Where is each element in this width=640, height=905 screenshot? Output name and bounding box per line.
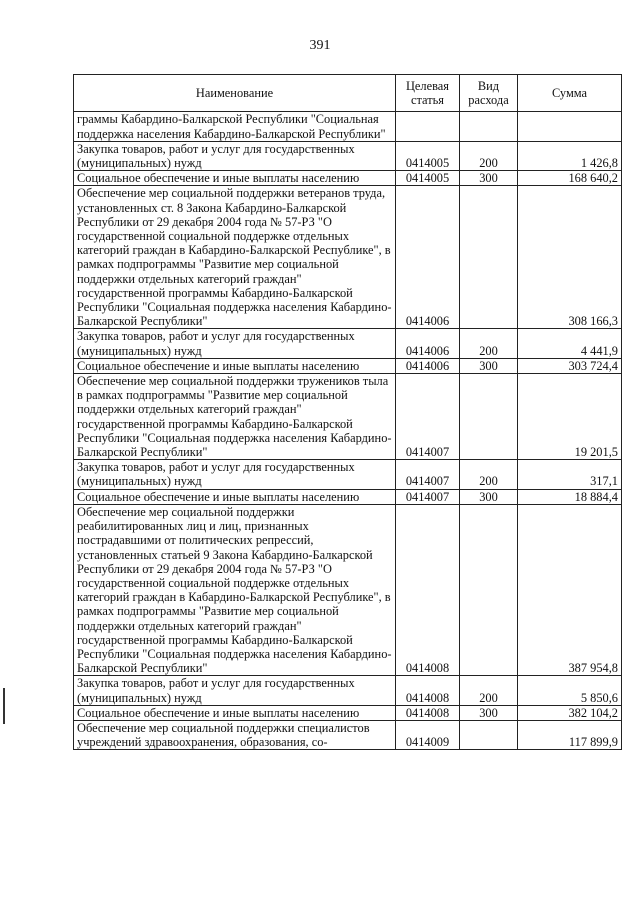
row-type: 200 xyxy=(460,141,518,170)
row-name: Закупка товаров, работ и услуг для государственных (муниципальных) нужд xyxy=(74,141,396,170)
row-amount: 1 426,8 xyxy=(518,141,622,170)
row-name: Социальное обеспечение и иные выплаты населению xyxy=(74,171,396,186)
row-amount: 5 850,6 xyxy=(518,676,622,705)
table-row xyxy=(74,504,622,675)
row-code xyxy=(396,112,460,141)
row-code: 0414008 xyxy=(396,676,460,705)
row-amount: 117 899,9 xyxy=(518,720,622,749)
scan-margin-mark xyxy=(3,688,5,724)
row-amount: 19 201,5 xyxy=(518,374,622,460)
table-row xyxy=(74,186,622,329)
row-name: Обеспечение мер социальной поддержки специалистов учреждений здравоохранения, образования, со- xyxy=(74,720,396,749)
row-code: 0414005 xyxy=(396,171,460,186)
row-code: 0414007 xyxy=(396,460,460,489)
table-row xyxy=(74,112,622,141)
table-row xyxy=(74,171,622,186)
page-number: 391 xyxy=(309,38,331,53)
row-name: Социальное обеспечение и иные выплаты населению xyxy=(74,705,396,720)
row-amount xyxy=(518,112,622,141)
row-type xyxy=(460,504,518,675)
table-row xyxy=(74,460,622,489)
column-header-code: Целевая статья xyxy=(396,75,460,112)
row-name: Обеспечение мер социальной поддержки реабилитированных лиц и лиц, признанных пострадавшими от политических репрессий, установленных статьей 9 Закона Кабардино-Балкарской Республики от 29 декабря 2004 года № 57-РЗ "О государственной социальной поддержке отдельных категорий граждан в Кабардино-Балкарской Республике", в рамках подпрограммы "Развитие мер социальной поддержки отдельных категорий граждан" государственной программы Кабардино-Балкарской Республики "Социальная поддержка населения Кабардино-Балкарской Республики" xyxy=(74,504,396,675)
row-type: 200 xyxy=(460,460,518,489)
table-header-row xyxy=(74,75,622,112)
row-amount: 168 640,2 xyxy=(518,171,622,186)
row-type: 300 xyxy=(460,171,518,186)
column-header-type: Вид расхода xyxy=(460,75,518,112)
column-header-amount: Сумма xyxy=(518,75,622,112)
row-name: Обеспечение мер социальной поддержки ветеранов труда, установленных ст. 8 Закона Кабардино-Балкарской Республики от 29 декабря 2004 года № 57-РЗ "О государственной социальной поддержке отдельных категорий граждан в Кабардино-Балкарской Республике", в рамках подпрограммы "Развитие мер социальной поддержки отдельных категорий граждан" государственной программы Кабардино-Балкарской Республики "Социальная поддержка населения Кабардино-Балкарской Республики" xyxy=(74,186,396,329)
row-code: 0414008 xyxy=(396,705,460,720)
table-row xyxy=(74,676,622,705)
table-row xyxy=(74,720,622,749)
row-amount: 308 166,3 xyxy=(518,186,622,329)
budget-table xyxy=(73,74,622,750)
row-amount: 382 104,2 xyxy=(518,705,622,720)
row-name: граммы Кабардино-Балкарской Республики "Социальная поддержка населения Кабардино-Балкарской Республики" xyxy=(74,112,396,141)
row-type xyxy=(460,374,518,460)
table-row xyxy=(74,141,622,170)
row-code: 0414005 xyxy=(396,141,460,170)
row-type: 200 xyxy=(460,676,518,705)
row-amount: 317,1 xyxy=(518,460,622,489)
row-code: 0414007 xyxy=(396,489,460,504)
row-amount: 4 441,9 xyxy=(518,329,622,358)
row-name: Закупка товаров, работ и услуг для государственных (муниципальных) нужд xyxy=(74,676,396,705)
row-code: 0414007 xyxy=(396,374,460,460)
row-name: Закупка товаров, работ и услуг для государственных (муниципальных) нужд xyxy=(74,460,396,489)
column-header-name: Наименование xyxy=(74,75,396,112)
row-type xyxy=(460,720,518,749)
table-row xyxy=(74,705,622,720)
row-name: Закупка товаров, работ и услуг для государственных (муниципальных) нужд xyxy=(74,329,396,358)
row-amount: 303 724,4 xyxy=(518,358,622,373)
row-type: 200 xyxy=(460,329,518,358)
row-code: 0414006 xyxy=(396,329,460,358)
row-name: Обеспечение мер социальной поддержки тружеников тыла в рамках подпрограммы "Развитие мер социальной поддержки отдельных категорий граждан" государственной программы Кабардино-Балкарской Республики "Социальная поддержка населения Кабардино-Балкарской Республики" xyxy=(74,374,396,460)
row-code: 0414008 xyxy=(396,504,460,675)
row-code: 0414009 xyxy=(396,720,460,749)
row-amount: 18 884,4 xyxy=(518,489,622,504)
table-row xyxy=(74,358,622,373)
row-name: Социальное обеспечение и иные выплаты населению xyxy=(74,358,396,373)
row-code: 0414006 xyxy=(396,186,460,329)
row-type: 300 xyxy=(460,489,518,504)
row-type xyxy=(460,112,518,141)
row-code: 0414006 xyxy=(396,358,460,373)
table-row xyxy=(74,489,622,504)
row-type: 300 xyxy=(460,705,518,720)
row-type: 300 xyxy=(460,358,518,373)
row-amount: 387 954,8 xyxy=(518,504,622,675)
table-row xyxy=(74,374,622,460)
row-type xyxy=(460,186,518,329)
row-name: Социальное обеспечение и иные выплаты населению xyxy=(74,489,396,504)
table-row xyxy=(74,329,622,358)
